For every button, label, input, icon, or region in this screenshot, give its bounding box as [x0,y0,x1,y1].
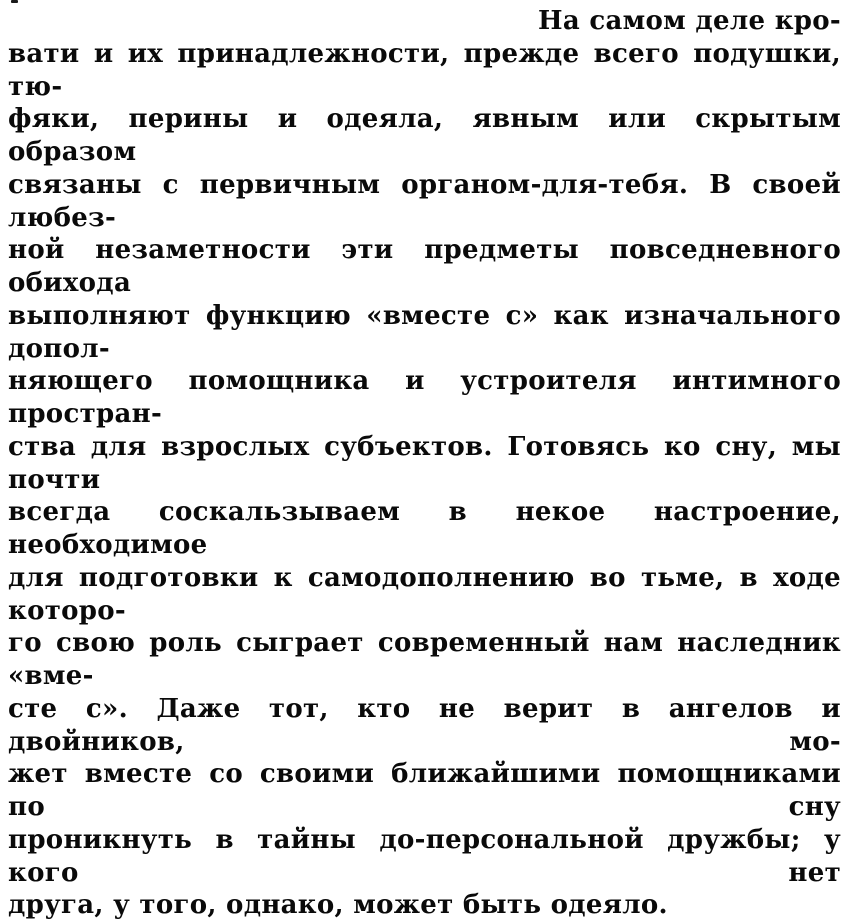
paragraph-text-block [8,5,841,922]
text-line: проникнуть в тайны до-персональной дружбы; у кого нет [8,824,841,888]
text-line: вати и их принадлежности, прежде всего подушки, тю- [8,38,841,102]
text-line: жет вместе со своими ближайшими помощниками по сну [8,759,841,822]
text-line: няющего помощника и устроителя интимного простран- [8,366,841,429]
text-line: ства для взрослых субъектов. Готовясь ко сну, мы почти [8,431,841,495]
text-line: для подготовки к самодополнению во тьме, в ходе которо- [8,562,841,626]
text-line: всегда соскальзываем в некое настроение, необходимое [8,497,841,560]
text-line: друга, у того, однако, может быть одеяло. [8,890,668,921]
text-line: фяки, перины и одеяла, явным или скрытым образом [8,104,841,167]
text-line: связаны с первичным органом-для-тебя. В своей любез- [8,169,841,233]
text-line: го свою роль сыграет современный нам наследник «вме- [8,628,841,691]
text-line: ной незаметности эти предметы повседневного обихода [8,235,841,298]
scan-artifact-mark [11,0,18,3]
text-line: выполняют функцию «вместе с» как изначального допол- [8,300,841,364]
text-line: сте с». Даже тот, кто не верит в ангелов и двойников, мо- [8,693,841,757]
text-line: На самом деле кро- [538,6,841,36]
